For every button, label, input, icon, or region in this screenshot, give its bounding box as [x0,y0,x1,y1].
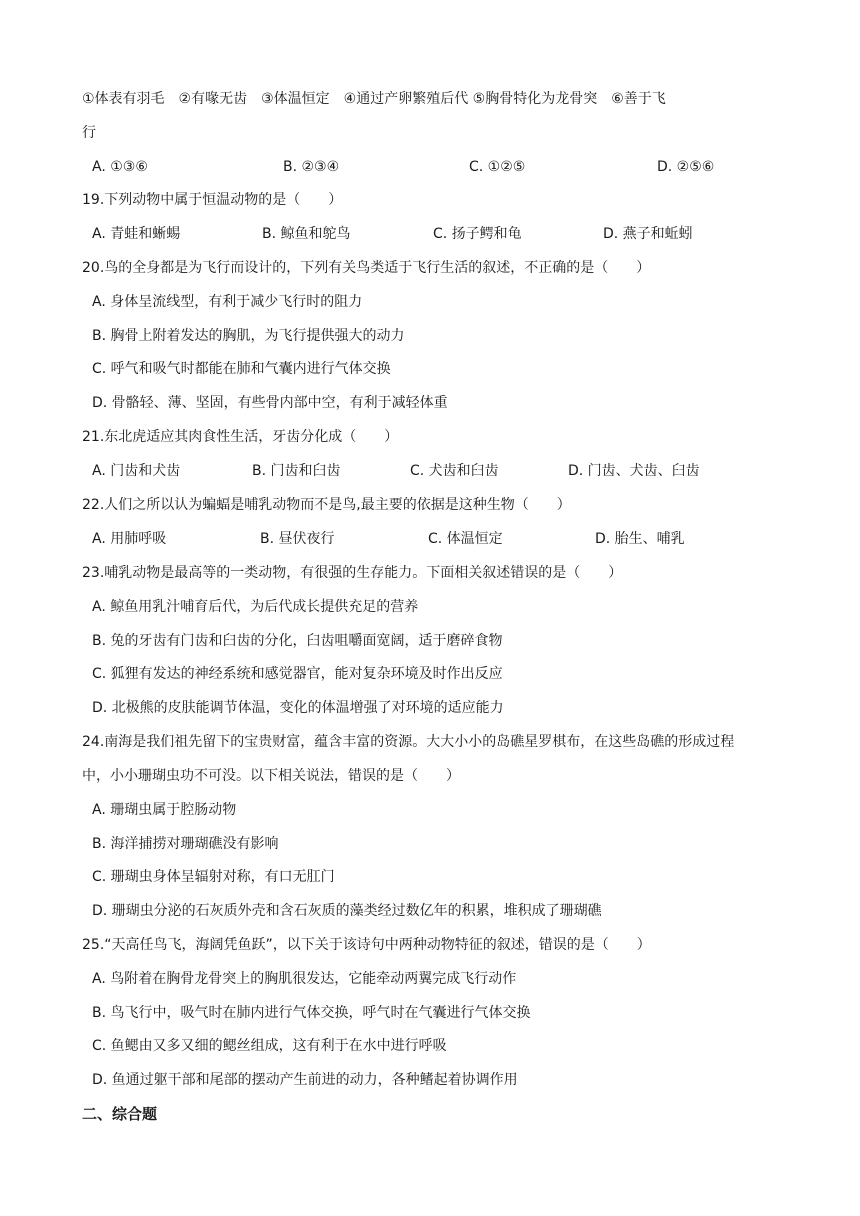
option-d: D. 珊瑚虫分泌的石灰质外壳和含石灰质的藻类经过数亿年的积累，堆积成了珊瑚礁 [92,903,602,919]
section-heading: 二、综合题 [82,1105,158,1123]
option-a: A. 身体呈流线型，有利于减少飞行时的阻力 [92,294,363,310]
question-19-stem [0,188,860,212]
question-25-option-d [0,1068,860,1092]
option-b: B. 海洋捕捞对珊瑚礁没有影响 [92,836,279,852]
question-18-options [0,155,860,179]
question-24-option-d [0,899,860,923]
question-24-stem [0,730,860,754]
question-22-stem [0,493,860,517]
option-c: C. 呼气和吸气时都能在肺和气囊内进行气体交换 [92,361,391,377]
question-20-option-c [0,357,860,381]
question-stem: 20.鸟的全身都是为飞行而设计的，下列有关鸟类适于飞行生活的叙述，不正确的是（ ） [82,260,651,276]
question-24-option-b [0,832,860,856]
option-c: C. ①②⑤ [469,159,526,175]
option-b: B. 兔的牙齿有门齿和臼齿的分化，臼齿咀嚼面宽阔，适于磨碎食物 [92,633,503,649]
question-24-option-a [0,798,860,822]
option-c: C. 体温恒定 [428,531,503,547]
question-stem: 22.人们之所以认为蝙蝠是哺乳动物而不是鸟,最主要的依据是这种生物（ ） [82,497,571,513]
section-heading-row [0,1102,860,1126]
option-b: B. 胸骨上附着发达的胸肌，为飞行提供强大的动力 [92,328,405,344]
statement-line: 行 [82,125,96,141]
option-b: B. ②③④ [283,159,340,175]
question-20-option-a [0,290,860,314]
option-b: B. 鸟飞行中，吸气时在肺内进行气体交换，呼气时在气囊进行气体交换 [92,1005,531,1021]
option-c: C. 珊瑚虫身体呈辐射对称，有口无肛门 [92,869,335,885]
option-a: A. 门齿和犬齿 [92,463,181,479]
question-24-option-c [0,865,860,889]
option-d: D. 门齿、犬齿、臼齿 [568,463,700,479]
question-20-stem [0,256,860,280]
question-stem-cont: 中，小小珊瑚虫功不可没。以下相关说法，错误的是（ ） [82,768,460,784]
option-c: C. 鱼鳃由又多又细的鳃丝组成，这有利于在水中进行呼吸 [92,1038,447,1054]
question-23-option-d [0,696,860,720]
question-25-option-c [0,1034,860,1058]
question-23-stem [0,561,860,585]
question-23-option-c [0,662,860,686]
question-18-statements-cont [0,121,860,145]
option-b: B. 昼伏夜行 [260,531,335,547]
option-d: D. 鱼通过躯干部和尾部的摆动产生前进的动力，各种鳍起着协调作用 [92,1072,518,1088]
option-c: C. 扬子鳄和龟 [433,226,522,242]
question-21-stem [0,425,860,449]
option-a: A. ①③⑥ [92,159,148,175]
statement-line: ①体表有羽毛 ②有喙无齿 ③体温恒定 ④通过产卵繁殖后代 ⑤胸骨特化为龙骨突 ⑥善于飞 [82,91,666,107]
option-a: A. 鲸鱼用乳汁哺育后代，为后代成长提供充足的营养 [92,599,419,615]
option-a: A. 用肺呼吸 [92,531,167,547]
option-b: B. 鲸鱼和鸵鸟 [262,226,351,242]
question-20-option-b [0,324,860,348]
option-c: C. 狐狸有发达的神经系统和感觉器官，能对复杂环境及时作出反应 [92,666,503,682]
option-a: A. 鸟附着在胸骨龙骨突上的胸肌很发达，它能牵动两翼完成飞行动作 [92,971,517,987]
question-stem: 19.下列动物中属于恒温动物的是（ ） [82,192,343,208]
question-stem: 25.“天高任鸟飞，海阔凭鱼跃”，以下关于该诗句中两种动物特征的叙述，错误的是（ ） [82,937,651,953]
question-stem: 24.南海是我们祖先留下的宝贵财富，蕴含丰富的资源。大大小小的岛礁星罗棋布，在这些岛礁的形成过程 [82,734,735,750]
question-20-option-d [0,391,860,415]
question-23-option-b [0,629,860,653]
question-25-option-b [0,1001,860,1025]
question-25-stem [0,933,860,957]
question-25-option-a [0,967,860,991]
option-d: D. 北极熊的皮肤能调节体温，变化的体温增强了对环境的适应能力 [92,700,504,716]
question-19-options [0,222,860,246]
option-a: A. 珊瑚虫属于腔肠动物 [92,802,237,818]
question-21-options [0,459,860,483]
question-24-stem-cont [0,764,860,788]
question-stem: 21.东北虎适应其肉食性生活，牙齿分化成（ ） [82,429,399,445]
option-b: B. 门齿和臼齿 [252,463,341,479]
option-c: C. 犬齿和臼齿 [410,463,499,479]
question-stem: 23.哺乳动物是最高等的一类动物，有很强的生存能力。下面相关叙述错误的是（ ） [82,565,623,581]
question-22-options [0,527,860,551]
question-18-statements [0,87,860,111]
option-d: D. ②⑤⑥ [657,159,715,175]
option-d: D. 燕子和蚯蚓 [603,226,693,242]
option-d: D. 胎生、哺乳 [595,531,685,547]
question-23-option-a [0,595,860,619]
option-a: A. 青蛙和蜥蜴 [92,226,181,242]
option-d: D. 骨骼轻、薄、坚固，有些骨内部中空，有利于减轻体重 [92,395,448,411]
